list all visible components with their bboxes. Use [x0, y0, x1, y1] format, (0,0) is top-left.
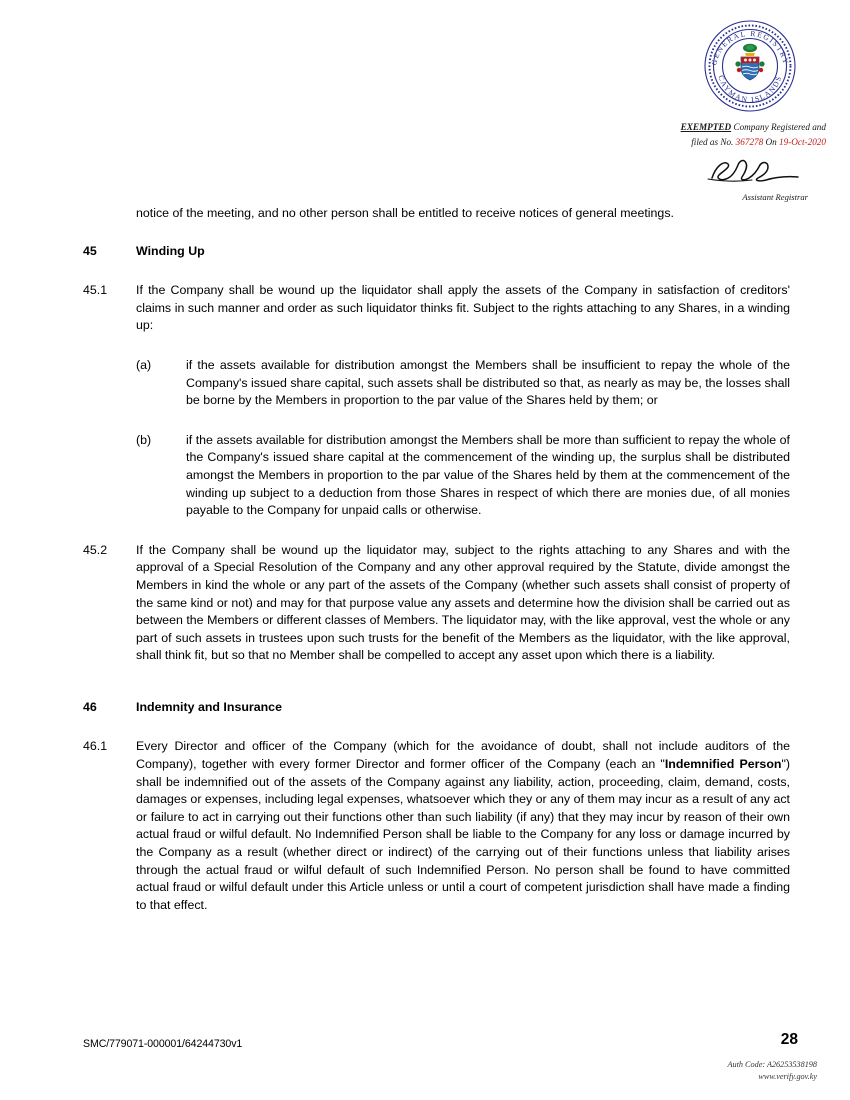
assistant-registrar-label: Assistant Registrar — [742, 192, 808, 202]
clause-45-1 — [0, 282, 850, 335]
registry-stamp-block — [636, 14, 836, 202]
section-title-46: Indemnity and Insurance — [136, 699, 282, 714]
item-text-a: if the assets available for distribution amongst the Members shall be insufficient to repay the whole of the Company's issued share capital, such assets shall be distributed so that, as nearly as may be, the losses shall be borne by the Members in proportion to the par value of the Shares held by them; or — [186, 357, 790, 408]
footer-page-number: 28 — [780, 1031, 798, 1048]
registration-text-1: Company Registered and — [733, 122, 826, 132]
document-body — [0, 205, 850, 928]
clause-45-1-item-a — [0, 357, 850, 410]
filed-as-label: filed as No. — [691, 137, 734, 147]
registration-date: 19-Oct-2020 — [779, 137, 826, 147]
svg-text:CAYMAN ISLANDS: CAYMAN ISLANDS — [716, 74, 784, 105]
registration-number: 367278 — [735, 137, 764, 147]
defined-term-indemnified-person: Indemnified Person — [664, 757, 782, 772]
clause-45-1-item-b — [0, 432, 850, 520]
footer-auth-block — [728, 1059, 817, 1082]
section-heading-46 — [0, 699, 850, 717]
registrar-signature — [636, 156, 836, 191]
clause-number-45-1: 45.1 — [83, 283, 108, 298]
clause-text-46-1 — [136, 738, 790, 914]
clause-45-2 — [0, 542, 850, 665]
clause-number-45-2: 45.2 — [83, 542, 108, 557]
clause-text-45-2: If the Company shall be wound up the liquidator may, subject to the rights attaching to any Shares and with the approval of a Special Resolution of the Company and any other approval required by the Statute, divide amongst the Members in kind the whole or any part of the assets of the Company (whether such assets shall consist of property of the same kind or not) and may for that purpose value any assets and determine how the division shall be carried out as between the Members or different classes of Members. The liquidator may, with the like approval, vest the whole or any part of such assets in trustees upon such trusts for the benefit of the Members as the liquidator, with the like approval, shall think fit, but so that no Member shall be compelled to accept any asset upon which there is a liability. — [136, 542, 790, 663]
footer-document-reference: SMC/779071-000001/64244730v1 — [83, 1038, 243, 1050]
registration-line-2 — [636, 135, 836, 150]
section-title-45: Winding Up — [136, 243, 205, 258]
clause-number-46-1: 46.1 — [83, 739, 108, 754]
clause-text-45-1: If the Company shall be wound up the liquidator shall apply the assets of the Company in satisfaction of creditors' claims in such manner and order as such liquidator thinks fit. Subject to the rights attaching to any Shares, in a winding up: — [136, 283, 790, 333]
on-label: On — [765, 137, 777, 147]
cayman-registry-seal — [698, 18, 802, 114]
item-marker-a: (a) — [136, 357, 152, 372]
clause-46-1-part1: Every Director and officer of the Company (which for the avoidance of doubt, shall not include auditors of the Company), together with every former Director and former officer of the Company (each an " — [136, 739, 790, 772]
exempted-label: EXEMPTED — [680, 122, 732, 132]
item-text-b: if the assets available for distribution amongst the Members shall be more than sufficient to repay the whole of the Company's issued share capital at the commencement of the winding up, the surplus shall be distributed amongst the Members in proportion to the par value of the Shares held by them at the commencement of the winding up subject to a deduction from those Shares in respect of which there are monies due, of all monies payable to the Company for unpaid calls or otherwise. — [186, 432, 790, 518]
clause-46-1-part2: ") shall be indemnified out of the assets of the Company against any liability, action, proceeding, claim, demand, costs, damages or expenses, including legal expenses, whatsoever which they or any of them may incur as a result of any act or failure to act in carrying out their functions other than such liability (if any) that they may incur by reason of their own actual fraud or wilful default. No Indemnified Person shall be liable to the Company for any loss or damage incurred by the Company as a result (whether direct or indirect) of the carrying out of their functions unless that liability arises through the actual fraud or wilful default of such Indemnified Person. No person shall be found to have committed actual fraud or wilful default under this Article unless or until a court of competent jurisdiction shall have made a finding to that effect. — [136, 757, 790, 912]
auth-code: Auth Code: A26253538198 — [727, 1060, 817, 1069]
item-marker-b: (b) — [136, 432, 152, 447]
clause-46-1 — [0, 738, 850, 914]
registration-line-1 — [636, 120, 836, 135]
section-number-45: 45 — [83, 243, 97, 258]
section-heading-45 — [0, 243, 850, 261]
svg-text:GENERAL REGISTRY: GENERAL REGISTRY — [709, 28, 791, 67]
section-number-46: 46 — [83, 699, 97, 714]
verify-url: www.verify.gov.ky — [758, 1071, 817, 1081]
continued-paragraph: notice of the meeting, and no other person shall be entitled to receive notices of general meetings. — [136, 206, 674, 220]
